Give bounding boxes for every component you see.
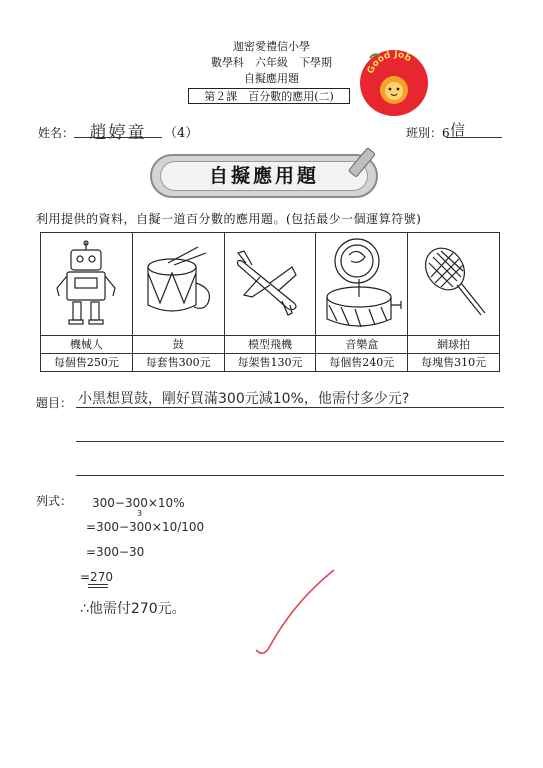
item-price: 每塊售310元 [408, 354, 500, 372]
answer-line-3 [76, 475, 504, 476]
check-mark-icon [250, 566, 340, 658]
working-line: =300−30 [86, 545, 145, 559]
music-box-cell [316, 233, 408, 336]
airplane-icon [230, 243, 310, 323]
lesson-title: 第２課 百分數的應用(二) [188, 88, 350, 104]
item-name: 網球拍 [408, 336, 500, 354]
working-line: 300−300×10% [92, 496, 185, 510]
good-job-sticker [360, 50, 428, 116]
item-name: 鼓 [132, 336, 224, 354]
robot-icon [51, 240, 121, 326]
worksheet-title: 自擬應用題 [244, 72, 299, 85]
instruction-text: 利用提供的資料，自擬一道百分數的應用題。(包括最少一個運算符號) [36, 212, 422, 226]
working-line: =270 [80, 570, 113, 584]
robot-cell [41, 233, 133, 336]
class-underline [446, 137, 502, 138]
music-box-icon [319, 235, 405, 331]
drum-icon [138, 243, 218, 323]
class-label: 班別：6 [406, 126, 450, 140]
cancel-note: 3 [137, 509, 143, 518]
item-name: 音樂盒 [316, 336, 408, 354]
result-underline-2 [88, 587, 108, 588]
item-price: 每個售240元 [316, 354, 408, 372]
lion-icon [360, 50, 428, 116]
item-price: 每套售300元 [132, 354, 224, 372]
items-table [40, 232, 500, 372]
student-name: 趙婷童 [89, 123, 147, 143]
class-value: 信 [450, 121, 466, 139]
working-label: 列式： [36, 494, 73, 508]
tennis-racket-icon [419, 243, 489, 323]
answer-line-1 [76, 407, 504, 408]
item-price: 每架售130元 [224, 354, 316, 372]
student-number: （4） [164, 126, 199, 141]
item-name: 機械人 [41, 336, 133, 354]
title-banner [150, 154, 378, 198]
working-line: =300−300×10/100 [86, 520, 205, 534]
item-name: 模型飛機 [224, 336, 316, 354]
subject-line: 數學科 六年級 下學期 [211, 56, 332, 69]
tennis-racket-cell [408, 233, 500, 336]
school-name: 迦密愛禮信小學 [233, 40, 310, 53]
name-label: 姓名： [38, 126, 75, 140]
result-underline-1 [88, 584, 108, 585]
airplane-cell [224, 233, 316, 336]
banner-title: 自擬應用題 [160, 161, 368, 191]
question-answer: 小黑想買鼓，剛好買滿300元減10%，他需付多少元? [78, 391, 410, 407]
pencil-icon [346, 146, 384, 184]
working-conclusion: ∴他需付270元。 [80, 601, 186, 617]
svg-text:Good Job: Good Job [366, 50, 413, 76]
answer-line-2 [76, 441, 504, 442]
drum-cell [132, 233, 224, 336]
item-price: 每個售250元 [41, 354, 133, 372]
name-underline [74, 137, 162, 138]
question-label: 題目： [36, 396, 73, 410]
